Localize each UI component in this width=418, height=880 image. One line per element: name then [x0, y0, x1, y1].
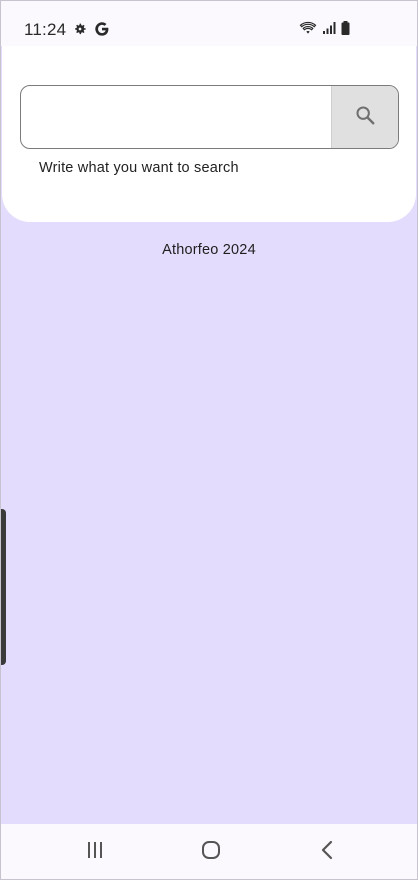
recent-apps-button[interactable]	[75, 838, 115, 866]
edge-panel-handle[interactable]	[0, 509, 6, 665]
search-button[interactable]	[331, 86, 398, 148]
google-icon	[94, 21, 110, 37]
back-button[interactable]	[307, 838, 347, 866]
status-left-icons	[72, 21, 110, 37]
wifi-icon	[299, 21, 317, 35]
footer-text: Athorfeo 2024	[162, 242, 256, 258]
search-card	[2, 46, 416, 222]
back-icon	[320, 840, 334, 865]
home-button[interactable]	[191, 838, 231, 866]
signal-icon	[322, 21, 336, 35]
home-icon	[201, 840, 221, 865]
search-icon	[354, 104, 376, 131]
search-helper-text: Write what you want to search	[39, 160, 239, 176]
battery-icon	[341, 21, 350, 35]
status-bar	[0, 0, 418, 46]
search-box	[20, 85, 399, 149]
navigation-bar	[0, 824, 418, 880]
status-right-icons	[299, 21, 350, 35]
status-time: 11:24	[24, 20, 67, 39]
settings-icon	[72, 21, 88, 37]
recent-apps-icon	[85, 841, 105, 864]
search-input[interactable]	[21, 86, 332, 148]
